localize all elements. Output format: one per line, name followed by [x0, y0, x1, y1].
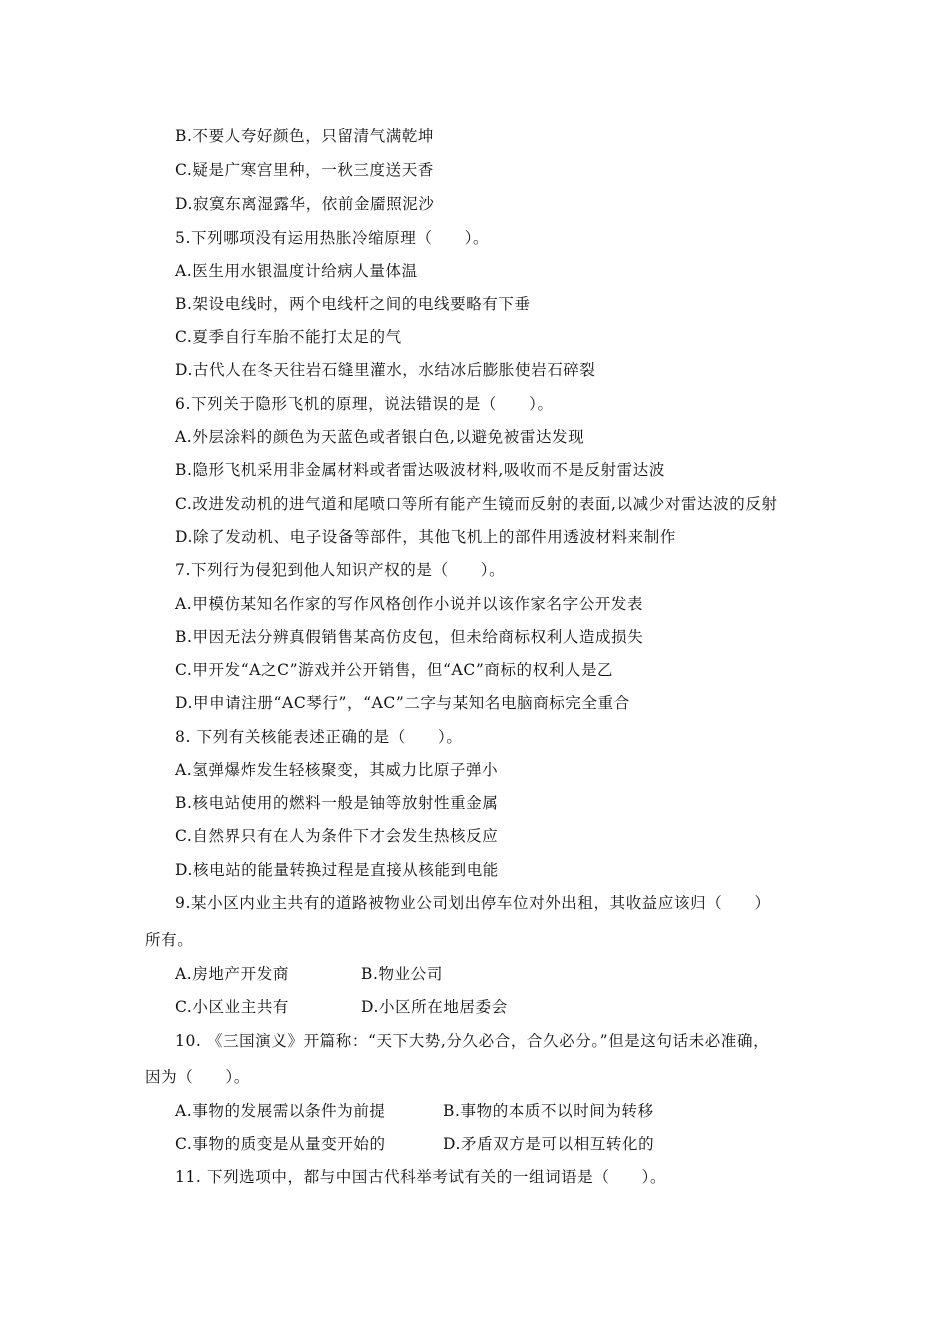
q8-option-c: C.自然界只有在人为条件下才会发生热核反应	[175, 827, 499, 845]
q10-options-ab	[175, 1101, 654, 1121]
q8-option-a: A.氢弹爆炸发生轻核聚变，其威力比原子弹小	[175, 761, 499, 779]
q10-question: 10. 《三国演义》开篇称：“天下大势,分久必合，合久必分。”但是这句话未必准确，	[175, 1032, 770, 1050]
q7-option-a: A.甲模仿某知名作家的写作风格创作小说并以该作家名字公开发表	[175, 595, 644, 613]
q5-option-b: B.架设电线时，两个电线杆之间的电线要略有下垂	[175, 295, 531, 313]
q5-option-d: D.古代人在冬天往岩石缝里灌水，水结冰后膨胀使岩石碎裂	[175, 361, 596, 379]
q10-option-b: B.事物的本质不以时间为转移	[443, 1102, 654, 1120]
q9-options-cd	[175, 997, 508, 1017]
q7-question: 7.下列行为侵犯到他人知识产权的是（ ）。	[175, 561, 506, 579]
q9-option-c: C.小区业主共有	[175, 998, 290, 1016]
q5-option-c: C.夏季自行车胎不能打太足的气	[175, 328, 402, 346]
q5-question: 5.下列哪项没有运用热胀冷缩原理（ ）。	[175, 229, 490, 247]
q10-question-continued: 因为（ ）。	[145, 1068, 250, 1086]
q10-option-a: A.事物的发展需以条件为前提	[175, 1102, 386, 1120]
q9-question: 9.某小区内业主共有的道路被物业公司划出停车位对外出租，其收益应该归（ ）	[175, 894, 771, 912]
q6-option-d: D.除了发动机、电子设备等部件，其他飞机上的部件用透波材料来制作	[175, 528, 677, 546]
q4-option-d: D.寂寞东离湿露华，依前金靥照泥沙	[175, 195, 435, 213]
q4-option-c: C.疑是广寒宫里种，一秋三度送天香	[175, 161, 434, 179]
q4-option-b: B.不要人夸好颜色，只留清气满乾坤	[175, 127, 435, 145]
q6-option-c: C.改进发动机的进气道和尾喷口等所有能产生镜而反射的表面,以减少对雷达波的反射	[175, 495, 778, 513]
q10-option-d: D.矛盾双方是可以相互转化的	[443, 1135, 655, 1153]
q7-option-b: B.甲因无法分辨真假销售某高仿皮包，但未给商标权利人造成损失	[175, 628, 644, 646]
q6-option-a: A.外层涂料的颜色为天蓝色或者银白色,以避免被雷达发现	[175, 428, 585, 446]
q7-option-c: C.甲开发“A之C”游戏并公开销售，但“AC”商标的权利人是乙	[175, 661, 614, 679]
q9-option-a: A.房地产开发商	[175, 965, 289, 983]
q10-option-c: C.事物的质变是从量变开始的	[175, 1135, 386, 1153]
q6-question: 6.下列关于隐形飞机的原理，说法错误的是（ ）。	[175, 395, 554, 413]
q6-option-b: B.隐形飞机采用非金属材料或者雷达吸波材料,吸收而不是反射雷达波	[175, 461, 665, 479]
q9-option-b: B.物业公司	[361, 965, 443, 983]
q8-option-d: D.核电站的能量转换过程是直接从核能到电能	[175, 861, 499, 879]
q10-options-cd	[175, 1134, 655, 1154]
q8-option-b: B.核电站使用的燃料一般是铀等放射性重金属	[175, 794, 499, 812]
q9-question-continued: 所有。	[145, 931, 194, 949]
q7-option-d: D.甲申请注册“AC琴行”，“AC”二字与某知名电脑商标完全重合	[175, 694, 630, 712]
q11-question: 11. 下列选项中，都与中国古代科举考试有关的一组词语是（ ）。	[175, 1168, 667, 1186]
q8-question: 8. 下列有关核能表述正确的是（ ）。	[175, 728, 463, 746]
q9-options-ab	[175, 964, 443, 984]
q9-option-d: D.小区所在地居委会	[361, 998, 508, 1016]
q5-option-a: A.医生用水银温度计给病人量体温	[175, 262, 418, 280]
